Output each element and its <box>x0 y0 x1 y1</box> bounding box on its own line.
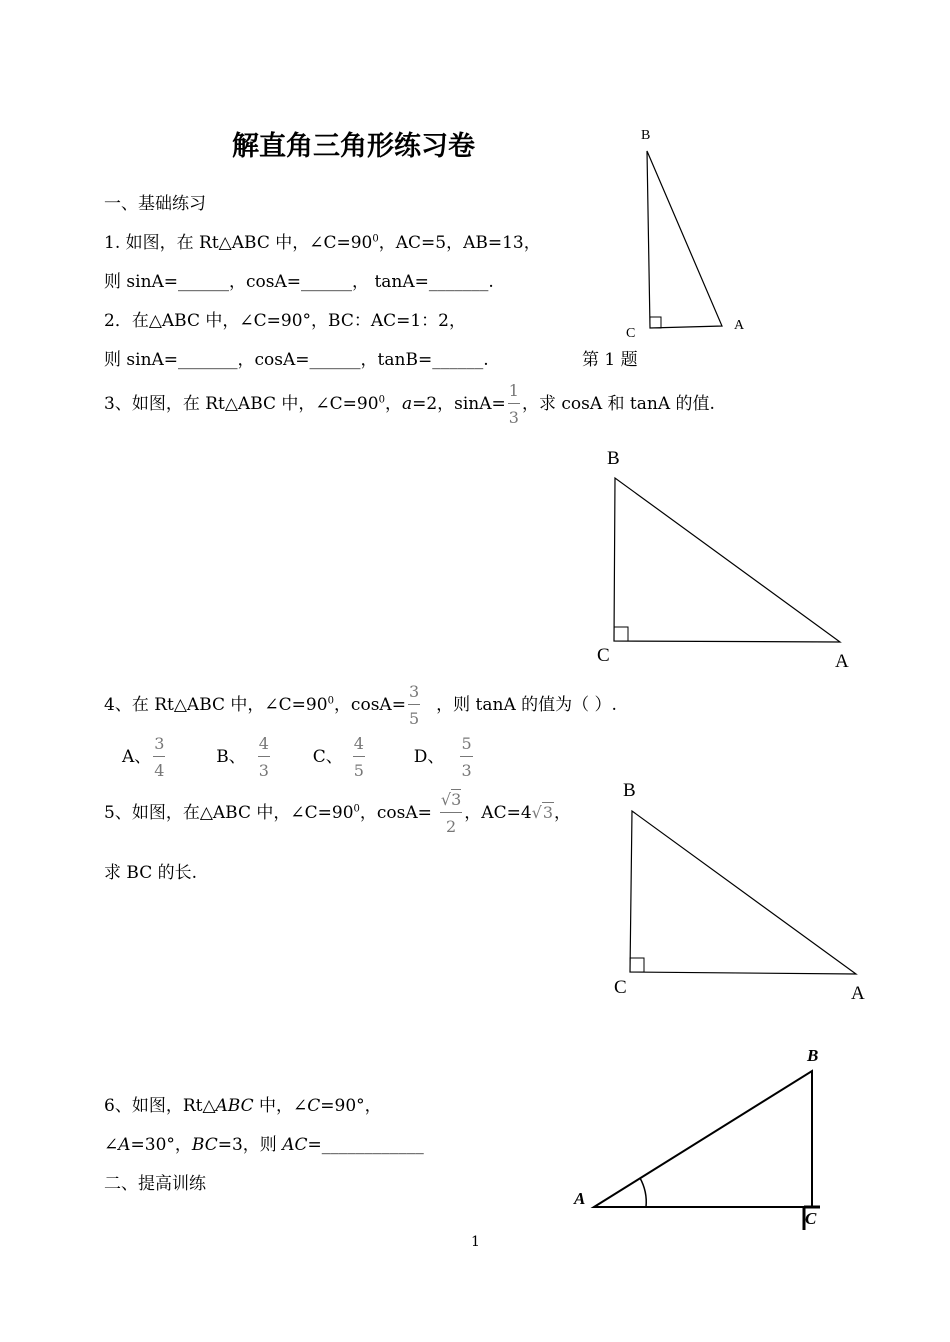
figure-1-caption: 第 1 题 <box>582 350 638 370</box>
option-b: B、 $\frac{4}{3}$ <box>216 734 269 780</box>
question-2-line-2: 则 sinA=_______，cosA=______，tanB=______. <box>104 350 489 370</box>
question-3-fraction: $\frac{1}{3}$ <box>508 381 519 427</box>
question-4: 4、在 Rt△ABC 中，$\angle C=90^0$，cosA= $\frac{3}{5}$ ，则 tanA 的值为（ ）. <box>104 682 617 728</box>
question-5-line-1: 5、如图，在△ABC 中，$\angle C=90^0$，cosA= $\frac{√3}{2}$ ，AC=4√3， <box>104 790 572 836</box>
figure-6-label-a: A <box>574 1189 586 1208</box>
figure-1-label-c: C <box>626 326 636 341</box>
figure-5-label-c: C <box>614 977 627 998</box>
question-6-line-2: ∠A=30°，BC=3，则 AC=____________ <box>104 1135 424 1155</box>
option-c: C、 $\frac{4}{5}$ <box>312 734 364 780</box>
figure-6-label-c: C <box>805 1209 817 1228</box>
page-number: 1 <box>471 1234 480 1250</box>
section-heading-advanced: 二、提高训练 <box>104 1174 206 1194</box>
question-1-line-2: 则 sinA=______，cosA=______， tanA=_______. <box>104 272 494 292</box>
section-heading-basic: 一、基础练习 <box>104 194 206 214</box>
figure-1-label-a: A <box>734 318 745 333</box>
question-5-line-2: 求 BC 的长. <box>104 863 198 883</box>
question-1-line-1: 1. 如图，在 Rt△ABC 中，$\angle C=90^0$，AC=5，AB=13， <box>104 233 541 253</box>
question-2-line-1: 2．在△ABC 中，∠C=90°，BC：AC=1：2， <box>104 311 466 331</box>
question-6-line-1: 6、如图，Rt△ABC 中，∠C=90°， <box>104 1096 382 1116</box>
figure-1-label-b: B <box>641 128 651 143</box>
figure-3-label-a: A <box>835 651 849 672</box>
figure-5-label-a: A <box>851 983 865 1004</box>
question-5-fraction: $\frac{√3}{2}$ <box>440 790 462 836</box>
page-title: 解直角三角形练习卷 <box>232 131 475 162</box>
question-4-fraction: $\frac{3}{5}$ <box>408 682 420 728</box>
figure-3-label-b: B <box>607 448 620 469</box>
question-3: 3、如图，在 Rt△ABC 中，$\angle C=90^0$，a=2，sinA= $\frac{1}{3}$ ，求 cosA 和 tanA 的值. <box>104 381 715 427</box>
figure-6-label-b: B <box>807 1046 819 1065</box>
figure-3-label-c: C <box>597 645 610 666</box>
question-5-sqrt: √3 <box>531 803 554 822</box>
figure-5-label-b: B <box>623 780 636 801</box>
option-a: A、 $\frac{3}{4}$ <box>122 734 165 780</box>
option-d: D、 $\frac{5}{3}$ <box>413 734 472 780</box>
